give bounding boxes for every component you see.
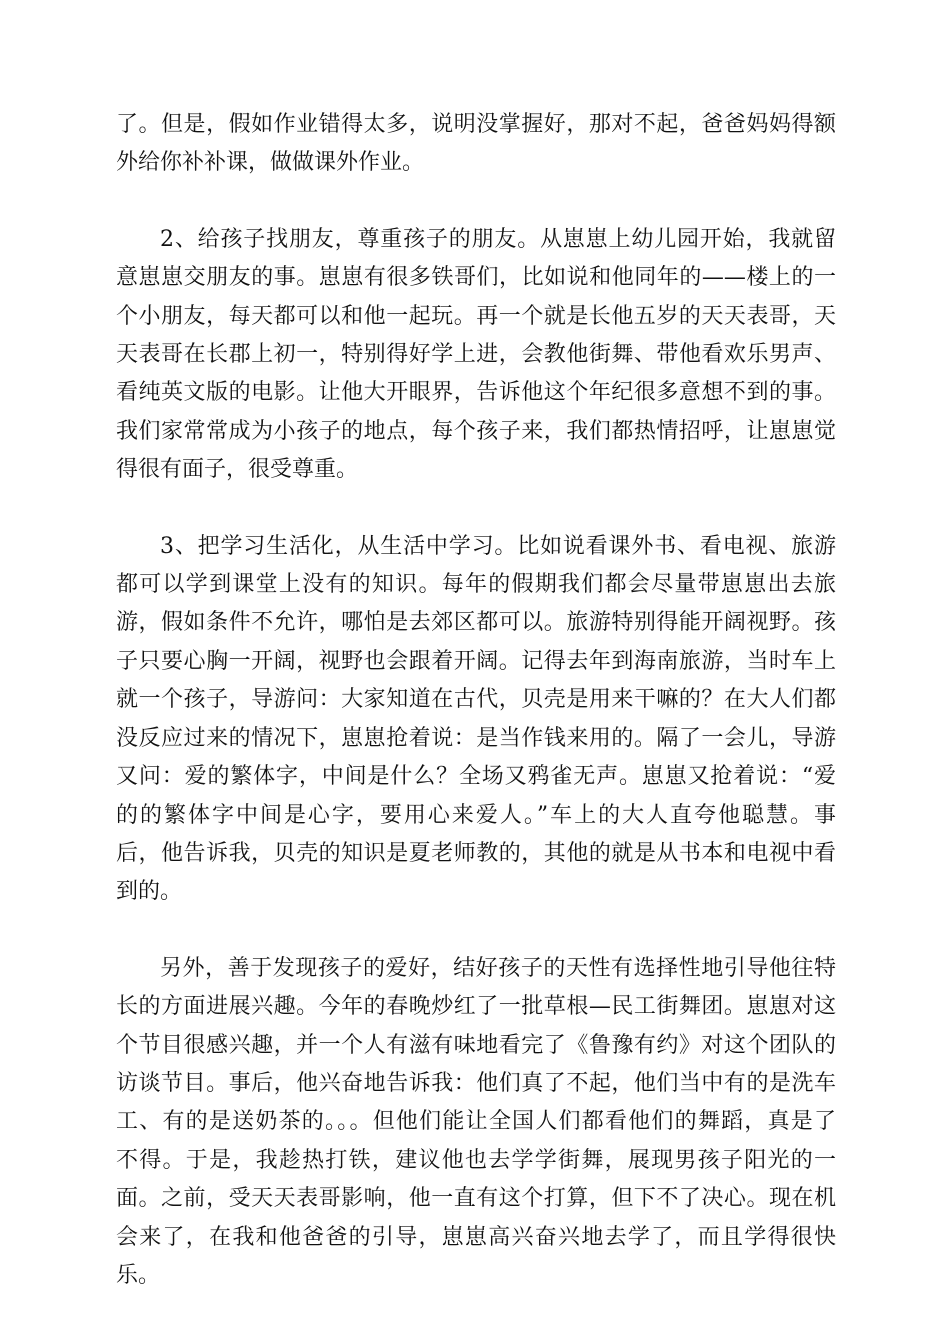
text-line: 长的方面进展兴趣。今年的春晚炒红了一批草根—民工街舞团。崽崽对这 (116, 994, 836, 1020)
text-line: 会来了，在我和他爸爸的引导，崽崽高兴奋兴地去学了，而且学得很快 (116, 1224, 836, 1250)
document-body (116, 106, 836, 1333)
text-line: 我们家常常成为小孩子的地点，每个孩子来，我们都热情招呼，让崽崽觉 (116, 418, 836, 444)
text-line: 访谈节目。事后，他兴奋地告诉我：他们真了不起，他们当中有的是洗车 (116, 1070, 836, 1096)
text-line: 没反应过来的情况下，崽崽抢着说：是当作钱来用的。隔了一会儿，导游 (116, 725, 836, 751)
text-line: 个节目很感兴趣，并一个人有滋有味地看完了《鲁豫有约》对这个团队的 (116, 1032, 836, 1058)
paragraph (116, 528, 836, 912)
text-line: 后，他告诉我，贝壳的知识是夏老师教的，其他的就是从书本和电视中看 (116, 840, 836, 866)
text-line: 不得。于是，我趁热打铁，建议他也去学学街舞，展现男孩子阳光的一 (116, 1147, 836, 1173)
text-line: 外给你补补课，做做课外作业。 (116, 150, 425, 176)
text-line: 个小朋友，每天都可以和他一起玩。再一个就是长他五岁的天天表哥，天 (116, 303, 836, 329)
text-line: 3、把学习生活化，从生活中学习。比如说看课外书、看电视、旅游 (160, 533, 836, 559)
text-line: 了。但是，假如作业错得太多，说明没掌握好，那对不起，爸爸妈妈得额 (116, 112, 836, 137)
text-line: 到的。 (116, 879, 183, 905)
text-line: 2、给孩子找朋友，尊重孩子的朋友。从崽崽上幼儿园开始，我就留 (160, 226, 836, 252)
text-line: 得很有面子，很受尊重。 (116, 457, 359, 483)
text-line: 又问：爱的繁体字，中间是什么？全场又鸦雀无声。崽崽又抢着说：“爱 (116, 764, 836, 790)
paragraph (116, 950, 836, 1296)
text-line: 游，假如条件不允许，哪怕是去郊区都可以。旅游特别得能开阔视野。孩 (116, 610, 836, 636)
text-line: 就一个孩子，导游问：大家知道在古代，贝壳是用来干嘛的？在大人们都 (116, 687, 836, 713)
text-line: 面。之前，受天天表哥影响，他一直有这个打算，但下不了决心。现在机 (116, 1186, 836, 1212)
text-line: 天表哥在长郡上初一，特别得好学上进，会教他街舞、带他看欢乐男声、 (116, 342, 836, 368)
text-line: 看纯英文版的电影。让他大开眼界，告诉他这个年纪很多意想不到的事。 (116, 380, 836, 406)
text-line: 意崽崽交朋友的事。崽崽有很多铁哥们，比如说和他同年的——楼上的一 (116, 265, 836, 291)
text-line: 另外，善于发现孩子的爱好，结好孩子的天性有选择性地引导他往特 (160, 955, 836, 981)
paragraph (116, 106, 836, 183)
text-line: 子只要心胸一开阔，视野也会跟着开阔。记得去年到海南旅游，当时车上 (116, 648, 836, 674)
paragraph (116, 221, 836, 490)
text-line: 都可以学到课堂上没有的知识。每年的假期我们都会尽量带崽崽出去旅 (116, 572, 836, 598)
text-line: 乐。 (116, 1262, 161, 1288)
text-line: 的的繁体字中间是心字，要用心来爱人。”车上的大人直夸他聪慧。事 (116, 802, 836, 828)
text-line: 工、有的是送奶茶的。。。但他们能让全国人们都看他们的舞蹈，真是了 (116, 1109, 836, 1135)
